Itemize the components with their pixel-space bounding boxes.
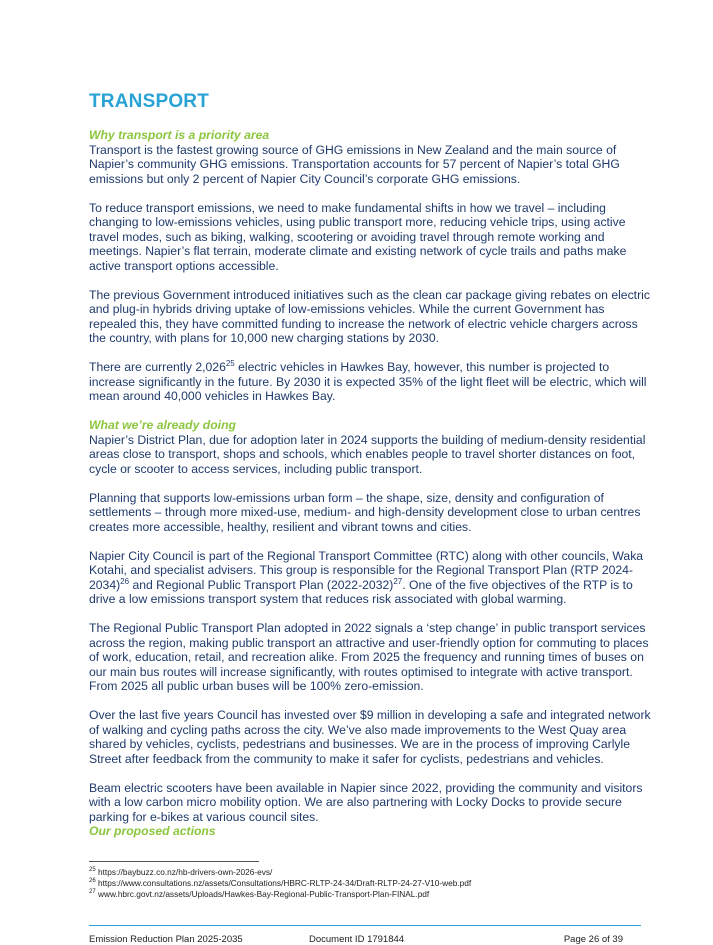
subheading-already-doing: What we’re already doing xyxy=(89,418,236,432)
paragraph-why-2: To reduce transport emissions, we need to make fundamental shifts in how we travel – including changing to low-emissions vehicles, using public transport more, reducing vehicle trips, using active travel modes, such as biking, walking, scootering or avoiding travel through remote working and meetings. Napier’s flat terrain, moderate climate and existing network of cycle trails and paths make active transport options accessible. xyxy=(89,200,627,273)
footnote-divider xyxy=(89,861,259,862)
footnote-ref-25: 25 xyxy=(225,358,235,368)
subheading-why-transport: Why transport is a priority area xyxy=(89,128,270,142)
footnote-ref-27: 27 xyxy=(393,576,403,586)
paragraph-why-1: Transport is the fastest growing source of GHG emissions in New Zealand and the main source of Napier’s community GHG emissions. Transportation accounts for 57 percent of Napier’s total GHG emissions but only 2 percent of Napier City Council’s corporate GHG emissions. xyxy=(89,142,620,186)
footnote-26 xyxy=(89,878,649,889)
rtc-text-b: and Regional Public Transport Plan (2022-2032) xyxy=(129,577,394,592)
paragraph-rtc xyxy=(89,549,655,607)
paragraph-district-plan: Napier’s District Plan, due for adoption later in 2024 supports the building of medium-density residential areas close to transport, shops and schools, which enables people to travel shorter distances on foot, cycle or scooter to access services, including public transport. xyxy=(89,432,646,476)
footnote-27 xyxy=(89,889,649,900)
footnote-num: 26 xyxy=(89,878,96,885)
paragraph-why-3: The previous Government introduced initiatives such as the clean car package giving rebates on electric and plug-in hybrids driving uptake of low-emissions vehicles. While the current Government has repealed this, they have committed funding to increase the network of electric vehicle chargers across the country, with plans for 10,000 new charging stations by 2030. xyxy=(89,287,650,345)
page-body xyxy=(89,128,655,839)
rtc-text-c: . One of the five objectives of the RTP is to drive a low emissions transport system that reduces risk associated with global warming. xyxy=(89,577,633,606)
paragraph-walking-cycling: Over the last five years Council has invested over $9 million in developing a safe and integrated network of walking and cycling paths across the city. We’ve also made improvements to the West Quay area shared by vehicles, cyclists, pedestrians and businesses. We are in the process of improving Carlyle Street after feedback from the community to make it safer for cyclists, pedestrians and vehicles. xyxy=(89,708,651,766)
footer-divider xyxy=(89,925,641,926)
paragraph-urban-form: Planning that supports low-emissions urban form – the shape, size, density and configuration of settlements – through more mixed-use, medium- and high-density development close to urban centres creates more accessible, healthy, resilient and vibrant towns and cities. xyxy=(89,490,641,534)
ev-text-b: electric vehicles in Hawkes Bay, however, this number is projected to increase significantly in the future. By 2030 it is expected 35% of the light fleet will be electric, which will mean around 40,000 vehicles in Hawkes Bay. xyxy=(89,360,647,403)
paragraph-scooters: Beam electric scooters have been available in Napier since 2022, providing the community and visitors with a low carbon micro mobility option. We are also partnering with Locky Docks to provide secure parking for e-bikes at various council sites. xyxy=(89,780,643,824)
footnote-link[interactable]: https://www.consultations.nz/assets/Consultations/HBRC-RLTP-24-34/Draft-RLTP-24-27-V10-web.pdf xyxy=(95,878,472,888)
paragraph-ev-count xyxy=(89,360,655,404)
subheading-proposed-actions: Our proposed actions xyxy=(89,824,216,838)
footnote-link[interactable]: https://baybuzz.co.nz/hb-drivers-own-2026-evs/ xyxy=(95,867,273,877)
footnotes xyxy=(89,867,649,900)
footnote-num: 25 xyxy=(89,867,96,874)
footnote-ref-26: 26 xyxy=(120,576,130,586)
footnote-25 xyxy=(89,867,649,878)
section-title: TRANSPORT xyxy=(89,91,210,112)
rtc-text-a: Napier City Council is part of the Regional Transport Committee (RTC) along with other councils, Waka Kotahi, and specialist advisers. This group is responsible for the Regional Transport Plan (RTP 2024-2034) xyxy=(89,548,644,592)
footer-page-number: Page 26 of 39 xyxy=(563,934,623,945)
footnote-link[interactable]: www.hbrc.govt.nz/assets/Uploads/Hawkes-Bay-Regional-Public-Transport-Plan-FINAL.pdf xyxy=(95,889,430,899)
paragraph-public-transport-plan: The Regional Public Transport Plan adopted in 2022 signals a ‘step change’ in public transport services across the region, making public transport an attractive and user-friendly option for commuting to places of work, education, retail, and recreation alike. From 2025 the frequency and running times of buses on our main bus routes will increase significantly, with routes optimised to integrate with active transport. From 2025 all public urban buses will be 100% zero-emission. xyxy=(89,621,649,693)
footnote-num: 27 xyxy=(89,889,96,896)
ev-text-a: There are currently 2,026 xyxy=(89,360,226,374)
footer-doc-title: Emission Reduction Plan 2025-2035 xyxy=(89,934,243,945)
footer-doc-id: Document ID 1791844 xyxy=(309,934,405,945)
